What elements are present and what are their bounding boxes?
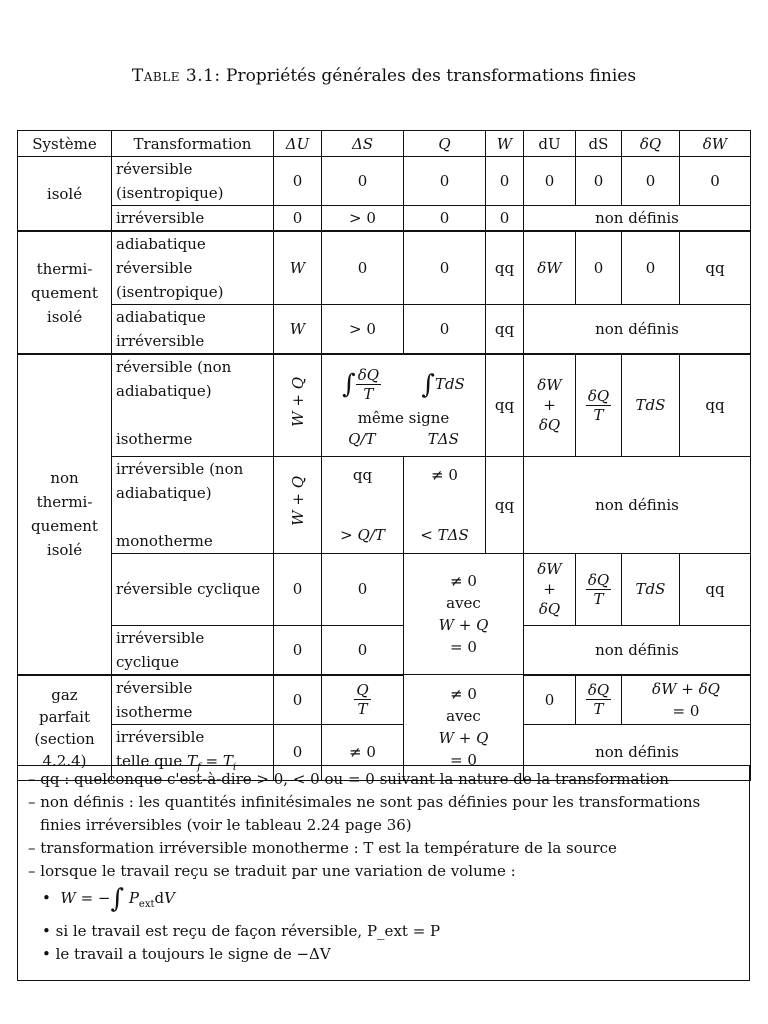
value-cell: W xyxy=(274,231,322,305)
note-line: – qq : quelconque c'est-à-dire > 0, < 0 ou = 0 suivant la nature de la transformation xyxy=(28,770,669,788)
value-cell: qq xyxy=(486,456,524,553)
transformation-cell: réversible (isentropique) xyxy=(112,157,274,206)
value-cell: $\frac{\delta Q}{T}$ xyxy=(576,553,622,625)
value-cell: 0 xyxy=(274,553,322,625)
value-cell: 0 xyxy=(486,157,524,206)
non-definis-cell: non définis xyxy=(524,305,751,355)
header-ds: dS xyxy=(576,131,622,157)
transformation-cell: irréversible xyxy=(112,206,274,232)
value-cell: δW + δQ = 0 xyxy=(622,675,751,725)
value-cell: 0 xyxy=(404,231,486,305)
transformation-cell: réversible cyclique xyxy=(112,553,274,625)
value-cell: 0 xyxy=(576,157,622,206)
system-isole: isolé xyxy=(18,157,112,232)
table-row xyxy=(18,675,751,725)
bullet-item: • le travail a toujours le signe de −ΔV xyxy=(42,945,331,963)
value-cell: W xyxy=(274,305,322,355)
value-cell: qq xyxy=(486,231,524,305)
value-cell: ≠ 0 xyxy=(322,724,404,780)
vertical-formula: W + Q xyxy=(288,476,307,526)
note-line: – lorsque le travail reçu se traduit par une variation de volume : xyxy=(28,862,516,880)
transformation-cell: réversible isotherme xyxy=(112,675,274,725)
non-definis-cell: non définis xyxy=(524,724,751,780)
value-cell: 0 xyxy=(404,157,486,206)
table-row xyxy=(18,354,751,456)
value-cell: 0 xyxy=(622,157,680,206)
value-cell: > 0 xyxy=(322,206,404,232)
value-cell: 0 xyxy=(274,675,322,725)
transformation-cell: adiabatique réversible (isentropique) xyxy=(112,231,274,305)
header-q: Q xyxy=(404,131,486,157)
value-label: TΔS xyxy=(427,430,459,449)
merged-integral-cell xyxy=(322,354,486,456)
system-gaz-parfait: gaz parfait (section 4.2.4) xyxy=(18,675,112,781)
caption-label: Table 3.1: xyxy=(131,66,221,86)
vertical-formula: W + Q xyxy=(288,376,307,427)
transformation-cell: irréversible cyclique xyxy=(112,625,274,675)
value-cell: 0 xyxy=(622,231,680,305)
caption-title: Propriétés générales des transformations finies xyxy=(226,66,637,86)
value-cell: 0 xyxy=(274,206,322,232)
non-definis-cell: non définis xyxy=(524,206,751,232)
value-cell: $\frac{\delta Q}{T}$ xyxy=(576,675,622,725)
value-cell: > 0 xyxy=(322,305,404,355)
transformation-label: irréversible (non adiabatique) xyxy=(116,459,244,502)
value-label: < TΔS xyxy=(420,525,469,544)
table-row xyxy=(18,206,751,232)
system-non-thermiquement-isole: non thermi-quement isolé xyxy=(18,354,112,675)
header-delta-s: ΔS xyxy=(322,131,404,157)
table-row xyxy=(18,231,751,305)
value-cell: 0 xyxy=(404,206,486,232)
transformation-label: réversible (non adiabatique) xyxy=(116,358,232,400)
header-systeme: Système xyxy=(18,131,112,157)
transformation-cell xyxy=(112,456,274,553)
value-cell: ≠ 0 avec W + Q = 0 xyxy=(404,675,524,781)
value-label: qq xyxy=(352,465,373,484)
header-row xyxy=(18,131,751,157)
note-line: finies irréversibles (voir le tableau 2.24 page 36) xyxy=(40,816,412,834)
note-line: – non définis : les quantités infinitésimales ne sont pas définies pour les transformations xyxy=(28,793,701,811)
value-cell xyxy=(404,456,486,553)
value-cell: 0 xyxy=(322,231,404,305)
value-cell: 0 xyxy=(274,724,322,780)
value-cell: 0 xyxy=(274,157,322,206)
value-cell: qq xyxy=(680,231,751,305)
table-row xyxy=(18,553,751,625)
value-cell: 0 xyxy=(680,157,751,206)
header-du: dU xyxy=(524,131,576,157)
table-row xyxy=(18,157,751,206)
bullet-item: • W = −∫ $P_{ext}dV$ xyxy=(42,884,175,914)
value-cell: 0 xyxy=(404,305,486,355)
value-cell xyxy=(322,456,404,553)
value-cell: 0 xyxy=(524,157,576,206)
non-definis-cell: non définis xyxy=(524,456,751,553)
table-caption xyxy=(0,66,768,86)
value-label: ≠ 0 xyxy=(431,465,458,484)
notes-box xyxy=(17,765,750,981)
value-cell: TdS xyxy=(622,553,680,625)
header-dq: δQ xyxy=(622,131,680,157)
value-cell: $\frac{\delta Q}{T}$ xyxy=(576,354,622,456)
bullet-item: • si le travail est reçu de façon réversible, P_ext = P xyxy=(42,922,441,940)
shared-note: même signe xyxy=(357,409,450,428)
transformation-label: monotherme xyxy=(116,531,213,550)
value-cell: ≠ 0 avec W + Q = 0 xyxy=(404,553,524,675)
value-cell: 0 xyxy=(524,675,576,725)
value-cell: 0 xyxy=(274,625,322,675)
header-transformation: Transformation xyxy=(112,131,274,157)
value-cell: 0 xyxy=(322,157,404,206)
value-cell: δW + δQ xyxy=(524,553,576,625)
transformation-cell: adiabatique irréversible xyxy=(112,305,274,355)
value-cell: δW xyxy=(524,231,576,305)
value-cell xyxy=(274,456,322,553)
properties-table xyxy=(17,130,751,781)
value-cell: TdS xyxy=(622,354,680,456)
value-cell: 0 xyxy=(576,231,622,305)
value-cell: qq xyxy=(680,354,751,456)
header-delta-u: ΔU xyxy=(274,131,322,157)
value-cell xyxy=(274,354,322,456)
value-cell: δW + δQ xyxy=(524,354,576,456)
integral-formula: ∫TdS xyxy=(421,369,465,400)
value-label: Q/T xyxy=(348,430,376,449)
transformation-cell: irréversible telle que $T_f = T_i$ xyxy=(112,724,274,780)
table-row xyxy=(18,625,751,675)
header-w: W xyxy=(486,131,524,157)
value-cell: 0 xyxy=(486,206,524,232)
value-cell: qq xyxy=(486,354,524,456)
transformation-cell xyxy=(112,354,274,456)
value-cell: qq xyxy=(486,305,524,355)
integral-formula: ∫ $\frac{\delta Q}{T}$ xyxy=(342,365,380,403)
note-line: – transformation irréversible monotherme : T est la température de la source xyxy=(28,839,617,857)
value-cell: 0 xyxy=(322,553,404,625)
value-cell: $\frac{Q}{T}$ xyxy=(322,675,404,725)
table-row xyxy=(18,305,751,355)
value-label: > Q/T xyxy=(340,525,385,544)
header-dw: δW xyxy=(680,131,751,157)
system-thermiquement-isole: thermi-quement isolé xyxy=(18,231,112,354)
transformation-label: isotherme xyxy=(116,430,193,448)
value-cell: 0 xyxy=(322,625,404,675)
table-row xyxy=(18,456,751,553)
value-cell: qq xyxy=(680,553,751,625)
non-definis-cell: non définis xyxy=(524,625,751,675)
